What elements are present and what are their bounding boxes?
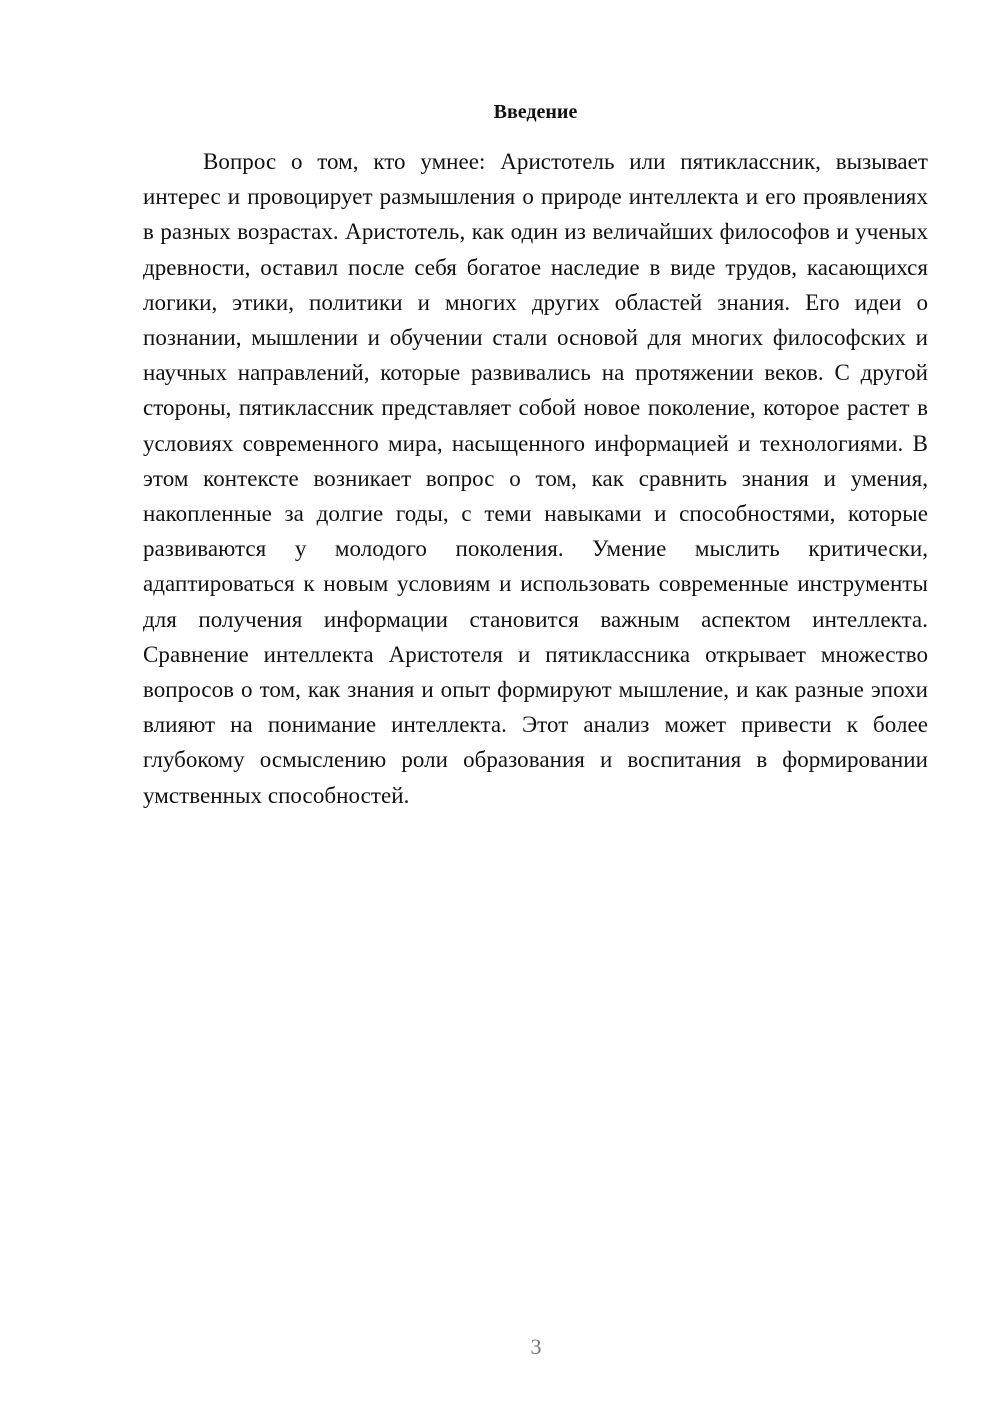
section-heading: Введение	[493, 101, 578, 123]
page-number: 3	[530, 1334, 542, 1359]
body-paragraph: Вопрос о том, кто умнее: Аристотель или пятиклассник, вызывает интерес и провоцирует размышления о природе интеллекта и его проявлениях в разных возрастах. Аристотель, как один из величайших философов и ученых древности, оставил после себя богатое наследие в виде трудов, касающихся логики, этики, политики и многих других областей знания. Его идеи о познании, мышлении и обучении стали основой для многих философских и научных направлений, которые развивались на протяжении веков. С другой стороны, пятиклассник представляет собой новое поколение, которое растет в условиях современного мира, насыщенного информацией и технологиями. В этом контексте возникает вопрос о том, как сравнить знания и умения, накопленные за долгие годы, с теми навыками и способностями, которые развиваются у молодого поколения. Умение мыслить критически, адаптироваться к новым условиям и использовать современные инструменты для получения информации становится важным аспектом интеллекта. Сравнение интеллекта Аристотеля и пятиклассника открывает множество вопросов о том, как знания и опыт формируют мышление, и как разные эпохи влияют на понимание интеллекта. Этот анализ может привести к более глубокому осмыслению роли образования и воспитания в формировании умственных способностей.	[143, 149, 928, 808]
